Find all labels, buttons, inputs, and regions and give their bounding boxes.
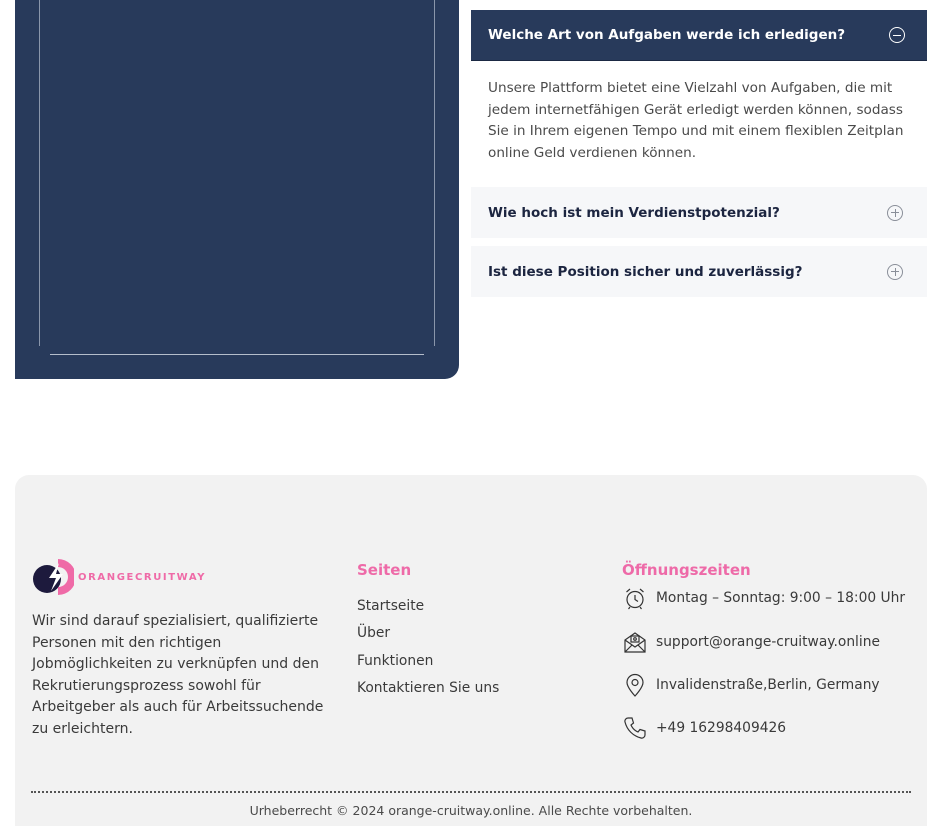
faq-question: Welche Art von Aufgaben werde ich erledigen? xyxy=(488,27,846,43)
media-divider xyxy=(50,354,424,355)
phone-text[interactable]: +49 16298409426 xyxy=(656,720,787,736)
contact-email[interactable] xyxy=(622,629,880,655)
footer-link-contact[interactable]: Kontaktieren Sie uns xyxy=(357,679,500,696)
dark-media-card xyxy=(15,0,459,379)
contact-phone[interactable] xyxy=(622,715,786,741)
faq-item-security-header[interactable] xyxy=(471,246,927,297)
email-text[interactable]: support@orange-cruitway.online xyxy=(656,634,880,650)
mail-envelope-icon xyxy=(622,629,648,655)
expand-plus-icon[interactable] xyxy=(887,205,903,221)
brand-logo[interactable] xyxy=(32,557,206,597)
contact-address xyxy=(622,672,880,698)
opening-hours xyxy=(622,585,905,611)
footer-divider xyxy=(31,791,911,793)
address-text: Invalidenstraße,Berlin, Germany xyxy=(656,677,880,693)
alarm-clock-icon xyxy=(622,585,648,611)
expand-plus-icon[interactable] xyxy=(887,264,903,280)
footer-link-home[interactable]: Startseite xyxy=(357,598,425,614)
logo-text: ORANGECRUITWAY xyxy=(78,571,207,583)
faq-question: Ist diese Position sicher und zuverlässig? xyxy=(488,263,803,280)
footer-link-about[interactable]: Über xyxy=(357,625,391,642)
faq-item-earnings-header[interactable] xyxy=(471,187,927,238)
media-frame xyxy=(39,0,435,346)
faq-question: Wie hoch ist mein Verdienstpotenzial? xyxy=(488,204,780,221)
logo-mark-icon xyxy=(32,557,74,597)
hours-title: Öffnungszeiten xyxy=(622,561,751,579)
about-text: Wir sind darauf spezialisiert, qualifizierte Personen mit den richtigen Jobmöglichkeiten zu verknüpfen und den Rekrutierungsprozess sowohl für Arbeitgeber als auch für Arbeitssuchende zu erleichtern. xyxy=(32,613,324,737)
faq-item-tasks-header[interactable] xyxy=(471,10,927,61)
collapse-minus-icon[interactable] xyxy=(889,27,905,43)
pages-list xyxy=(357,598,499,707)
pages-title: Seiten xyxy=(357,561,412,579)
copyright-text: Urheberrecht © 2024 orange-cruitway.online. Alle Rechte vorbehalten. xyxy=(249,803,693,818)
hours-text: Montag – Sonntag: 9:00 – 18:00 Uhr xyxy=(656,590,906,606)
faq-item-tasks-answer: Unsere Plattform bietet eine Vielzahl von Aufgaben, die mit jedem internetfähigen Gerät erledigt werden können, sodass Sie in Ihrem eigenen Tempo und mit einem flexiblen Zeitplan online Geld verdienen können. xyxy=(488,80,904,161)
footer-link-features[interactable]: Funktionen xyxy=(357,652,434,669)
site-footer xyxy=(15,475,927,826)
phone-icon xyxy=(622,715,648,741)
location-pin-icon xyxy=(622,672,648,698)
